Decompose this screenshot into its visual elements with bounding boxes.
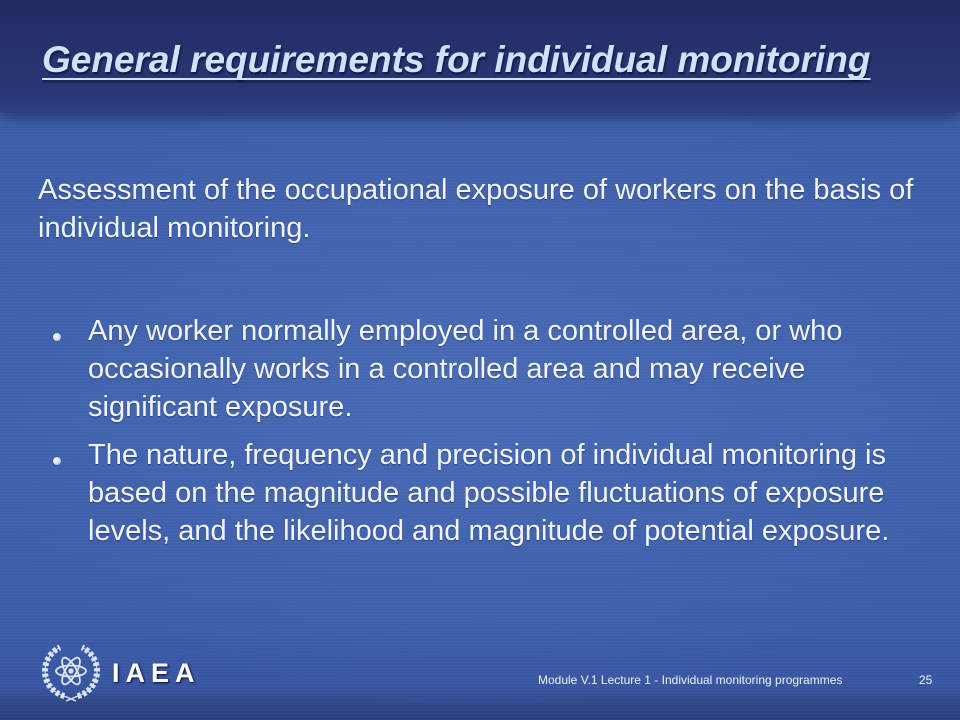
bullet-dot-icon [53, 457, 61, 465]
bullet-dot-icon [53, 333, 61, 341]
bullet-list [88, 312, 889, 550]
iaea-logo-icon [37, 640, 105, 702]
bullet-line: significant exposure. [88, 391, 353, 423]
bullet-line: occasionally works in a controlled area and may receive [88, 353, 806, 385]
intro-line: individual monitoring. [38, 212, 311, 244]
module-label: Module V.1 Lecture 1 - Individual monitoring programmes [538, 673, 843, 687]
slide-title: General requirements for individual monitoring [42, 39, 871, 80]
org-name-logotype: IAEA [112, 658, 201, 688]
bullet-item [88, 436, 889, 550]
bullet-item [88, 312, 889, 426]
bullet-line: The nature, frequency and precision of individual monitoring is [88, 439, 886, 471]
intro-line: Assessment of the occupational exposure of workers on the basis of [38, 174, 914, 206]
bullet-line: based on the magnitude and possible fluctuations of exposure [88, 477, 885, 509]
intro-paragraph [38, 171, 913, 247]
bullet-line: levels, and the likelihood and magnitude of potential exposure. [88, 515, 890, 547]
page-number: 25 [919, 673, 933, 687]
bullet-line: Any worker normally employed in a controlled area, or who [88, 315, 843, 347]
